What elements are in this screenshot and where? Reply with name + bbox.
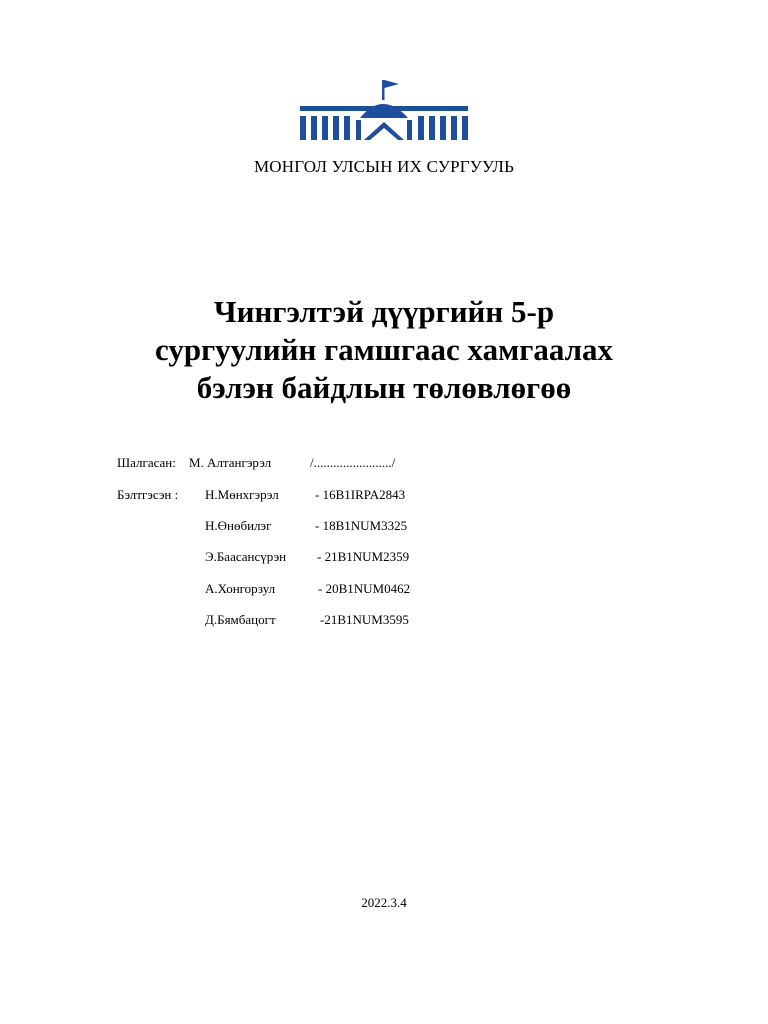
title-line: сургуулийн гамшгаас хамгаалах: [154, 332, 614, 367]
author-id: - 18B1NUM3325: [315, 518, 408, 533]
author-name: Н.Өнөбилэг: [205, 518, 272, 533]
authors-label: Бэлтгэсэн :: [117, 487, 179, 502]
reviewer-label: Шалгасан:: [117, 455, 176, 470]
university-logo: [298, 78, 470, 142]
author-id: - 20B1NUM0462: [318, 581, 411, 596]
author-id: - 21B1NUM2359: [317, 549, 410, 564]
university-building-flag-icon: [298, 78, 470, 142]
author-name: Н.Мөнхгэрэл: [205, 487, 279, 502]
reviewer-signature: /......................../: [310, 455, 396, 470]
document-title: [0, 293, 768, 407]
author-id: - 16B1IRPA2843: [315, 487, 406, 502]
author-name: А.Хонгорзул: [205, 581, 276, 596]
university-name: МОНГОЛ УЛСЫН ИХ СУРГУУЛЬ: [253, 157, 515, 176]
document-date: 2022.3.4: [361, 895, 407, 910]
author-name: Д.Бямбацогт: [205, 612, 276, 627]
title-line: бэлэн байдлын төлөвлөгөө: [196, 370, 572, 405]
author-id: -21B1NUM3595: [320, 612, 409, 627]
reviewer-name: М. Алтангэрэл: [189, 455, 272, 470]
author-name: Э.Баасансүрэн: [205, 549, 287, 564]
title-line: Чингэлтэй дүүргийн 5-р: [213, 294, 555, 329]
